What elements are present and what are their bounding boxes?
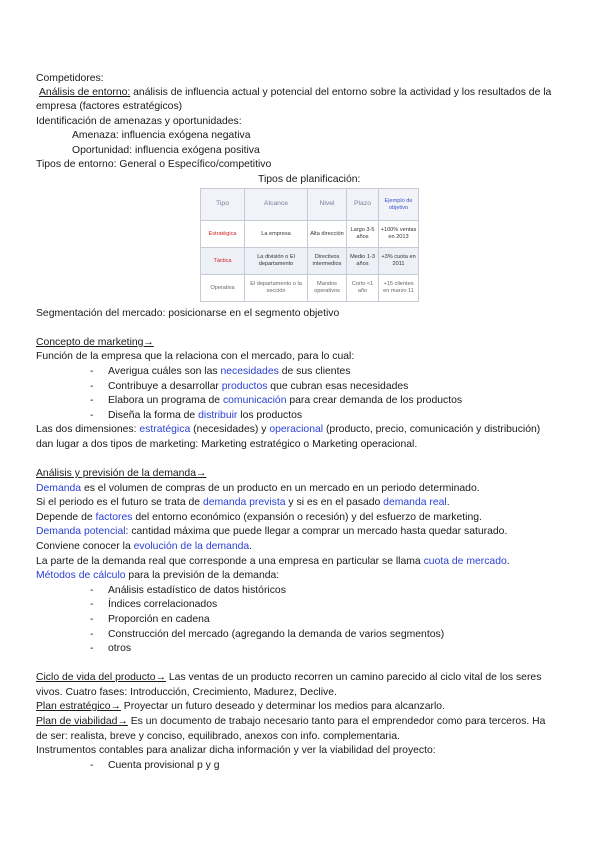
text: y si es en el pasado: [285, 497, 384, 508]
text: (producto, precio, comunicación y distribución): [323, 424, 541, 435]
table-row: [201, 221, 419, 248]
marketing-bullet: [108, 380, 408, 393]
method-item: Índices correlacionados: [108, 599, 218, 610]
text: Las dos dimensiones:: [36, 424, 140, 435]
keyword: Demanda: [36, 483, 82, 494]
table-cell: +3% cuota en 2011: [379, 248, 419, 275]
text: Elabora un programa de: [108, 395, 223, 406]
table-cell: Largo 3-5 años: [347, 221, 379, 248]
bullet-dash: -: [90, 395, 94, 406]
text: (necesidades) y: [190, 424, 270, 435]
text: Conviene conocer la: [36, 541, 134, 552]
entorno-label: Análisis de entorno:: [39, 87, 131, 98]
instrumentos-line: Instrumentos contables para analizar dicha información y ver la viabilidad del proyecto:: [36, 745, 436, 756]
text: Es un documento de trabajo necesario tanto para el emprendedor como para terceros. Ha: [127, 716, 546, 727]
bullet-dash: -: [90, 643, 94, 654]
text: los productos: [237, 410, 303, 421]
table-cell: Mandos operativos: [308, 275, 347, 302]
keyword: comunicación: [222, 395, 287, 406]
amenaza-item: Amenaza: influencia exógena negativa: [72, 130, 251, 141]
demanda-line: [36, 511, 482, 524]
entorno-text-1: análisis de influencia actual y potencial del entorno sobre la actividad y los resultados de la: [130, 87, 552, 98]
table-cell: +15 clientes en marzo 11: [379, 275, 419, 302]
keyword: Demanda potencial: [36, 526, 126, 537]
text: del entorno económico (expansión o recesión) y del esfuerzo de marketing.: [132, 512, 482, 523]
amenazas-title: Identificación de amenazas y oportunidades:: [36, 116, 242, 127]
table-cell: Táctica: [201, 248, 245, 275]
text: : cantidad máxima que puede llegar a comprar un mercado hasta quedar saturado.: [125, 526, 508, 537]
bullet-dash: -: [90, 614, 94, 625]
demanda-line: [36, 540, 252, 553]
demanda-line: [36, 555, 510, 568]
entorno-line-2: empresa (factores estratégicos): [36, 101, 183, 112]
demanda-line: [36, 569, 279, 582]
bullet-dash: -: [90, 599, 94, 610]
plan-estrategico-heading: Plan estratégico→: [36, 701, 121, 712]
marketing-bullet: [108, 394, 462, 407]
text: Si el periodo es el futuro se trata de: [36, 497, 203, 508]
marketing-heading: Concepto de marketing→: [36, 337, 154, 348]
table-cell: Medio 1-3 años: [347, 248, 379, 275]
dimensiones-line-1: [36, 423, 540, 436]
keyword: factores: [95, 512, 133, 523]
table-cell: Estratégica: [201, 221, 245, 248]
ciclo-line-1: [36, 671, 541, 684]
table-row: [201, 248, 419, 275]
dimensiones-line-2: dan lugar a dos tipos de marketing: Marketing estratégico o Marketing operacional.: [36, 439, 418, 450]
bullet-dash: -: [90, 381, 94, 392]
table-cell: El departamento o la sección: [245, 275, 308, 302]
planning-table-header: [201, 189, 419, 221]
keyword: cuota de mercado: [423, 556, 507, 567]
text: .: [506, 556, 510, 567]
header-cell: Ejemplo de objetivo: [379, 189, 419, 221]
oportunidad-item: Oportunidad: influencia exógena positiva: [72, 145, 260, 156]
text: Contribuye a desarrollar: [108, 381, 222, 392]
text: Proyectar un futuro deseado y determinar los medios para alcanzarlo.: [120, 701, 445, 712]
plan-viabilidad-heading: Plan de viabilidad→: [36, 716, 128, 727]
table-cell: Directivos intermedios: [308, 248, 347, 275]
header-cell: Tipo: [201, 189, 245, 221]
text: Depende de: [36, 512, 96, 523]
marketing-bullet: [108, 409, 302, 422]
text: .: [446, 497, 450, 508]
text: Averigua cuáles son las: [108, 366, 221, 377]
plan-estrategico-line: [36, 700, 445, 713]
method-item: Proporción en cadena: [108, 614, 210, 625]
planning-table: [200, 188, 419, 302]
entorno-line-1: [36, 86, 551, 99]
bullet-dash: -: [90, 410, 94, 421]
table-cell: Operativa: [201, 275, 245, 302]
text: Diseña la forma de: [108, 410, 199, 421]
header-cell: Alcance: [245, 189, 308, 221]
bullet-dash: -: [90, 366, 94, 377]
bullet-dash: -: [90, 629, 94, 640]
keyword: necesidades: [220, 366, 279, 377]
keyword: evolución de la demanda: [133, 541, 250, 552]
segmentacion: Segmentación del mercado: posicionarse en el segmento objetivo: [36, 308, 340, 319]
plan-viabilidad-line-1: [36, 715, 545, 728]
bullet-dash: -: [90, 585, 94, 596]
text: La parte de la demanda real que corresponde a una empresa en particular se llama: [36, 556, 424, 567]
method-item: Construcción del mercado (agregando la demanda de varios segmentos): [108, 629, 445, 640]
demanda-line: [36, 482, 480, 495]
table-cell: +100% ventas en 2013: [379, 221, 419, 248]
text: que cubran esas necesidades: [267, 381, 409, 392]
table-cell: Corto <1 año: [347, 275, 379, 302]
planificacion-title: Tipos de planificación:: [258, 174, 361, 185]
table-cell: La división o El departamento: [245, 248, 308, 275]
text: para la previsión de la demanda:: [125, 570, 280, 581]
method-item: otros: [108, 643, 132, 654]
keyword: Métodos de cálculo: [36, 570, 126, 581]
instrumentos-item: Cuenta provisional p y g: [108, 760, 220, 771]
demanda-heading: Análisis y previsión de la demanda→: [36, 468, 207, 479]
marketing-intro: Función de la empresa que la relaciona con el mercado, para lo cual:: [36, 351, 355, 362]
text: de sus clientes: [278, 366, 351, 377]
method-item: Análisis estadístico de datos históricos: [108, 585, 286, 596]
keyword: productos: [221, 381, 268, 392]
text: para crear demanda de los productos: [286, 395, 463, 406]
competidores-heading: Competidores:: [36, 73, 104, 84]
plan-viabilidad-line-2: de ser: realista, breve y conciso, equilibrado, anexos con info. complementaria.: [36, 731, 400, 742]
marketing-bullet: [108, 365, 350, 378]
text: .: [249, 541, 253, 552]
ciclo-line-2: vivos. Cuatro fases: Introducción, Crecimiento, Madurez, Declive.: [36, 687, 337, 698]
keyword: distribuir: [198, 410, 238, 421]
table-row: [201, 275, 419, 302]
bullet-dash: -: [90, 760, 94, 771]
header-cell: Plazo: [347, 189, 379, 221]
ciclo-heading: Ciclo de vida del producto→: [36, 672, 166, 683]
demanda-line: [36, 525, 507, 538]
keyword: operacional: [269, 424, 324, 435]
keyword: demanda real: [383, 497, 447, 508]
table-cell: La empresa: [245, 221, 308, 248]
text: Las ventas de un producto recorren un camino parecido al ciclo vital de los seres: [165, 672, 542, 683]
table-cell: Alta dirección: [308, 221, 347, 248]
demanda-line: [36, 496, 450, 509]
text: es el volumen de compras de un producto en un mercado en un periodo determinado.: [81, 483, 480, 494]
keyword: estratégica: [139, 424, 191, 435]
header-cell: Nivel: [308, 189, 347, 221]
tipos-entorno: Tipos de entorno: General o Específico/competitivo: [36, 159, 272, 170]
keyword: demanda prevista: [202, 497, 286, 508]
